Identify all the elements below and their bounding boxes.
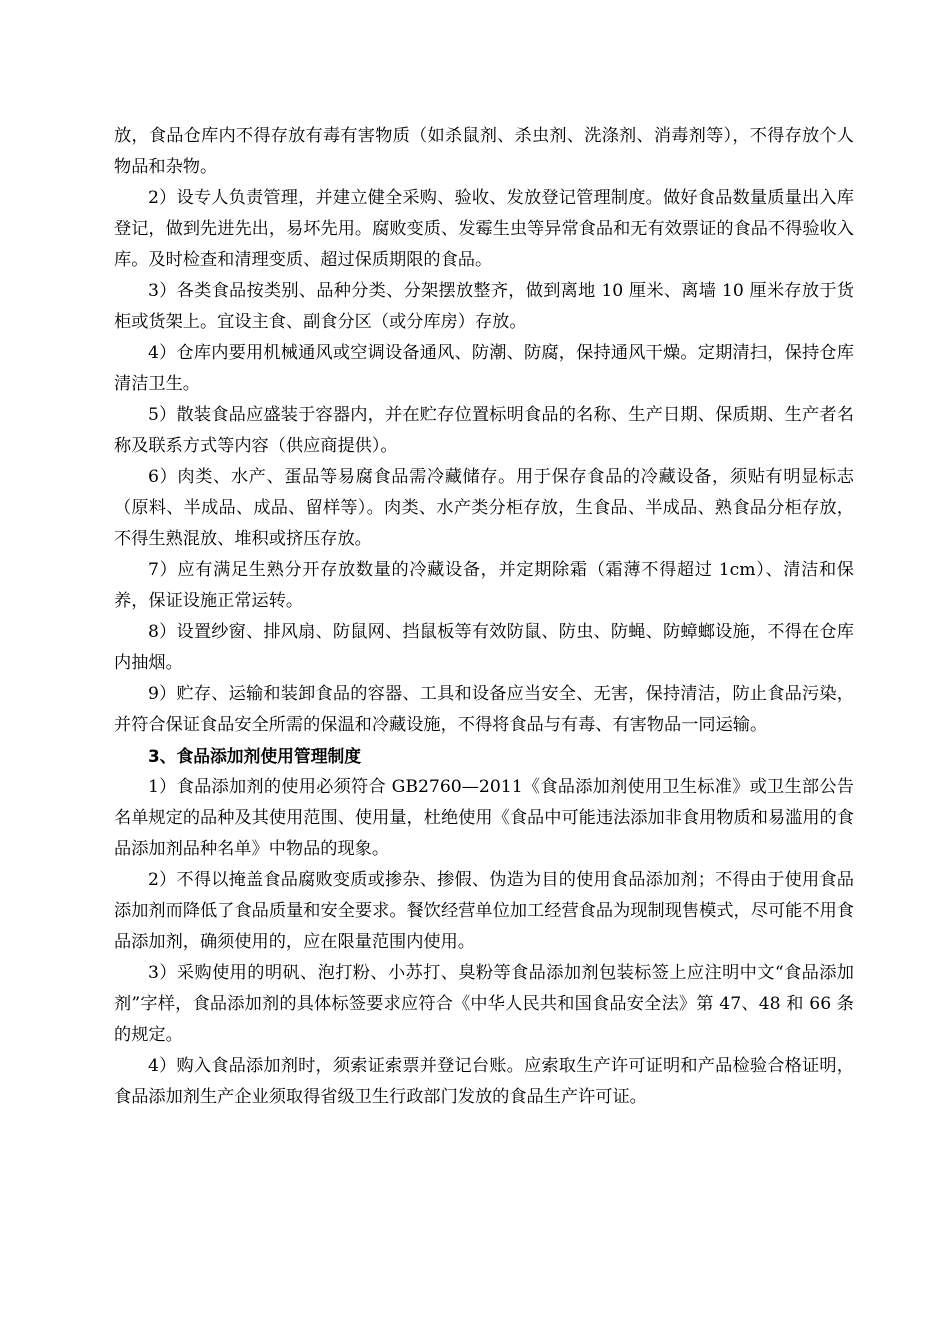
paragraph-additive-3: 3）采购使用的明矾、泡打粉、小苏打、臭粉等食品添加剂包装标签上应注明中文“食品添加剂”字样，食品添加剂的具体标签要求应符合《中华人民共和国食品安全法》第 47、48 和 66 条的规定。 [114,963,854,1045]
paragraph-item-9: 9）贮存、运输和装卸食品的容器、工具和设备应当安全、无害，保持清洁，防止食品污染，并符合保证食品安全所需的保温和冷藏设施，不得将食品与有毒、有害物品一同运输。 [114,684,854,735]
paragraph-item-3: 3）各类食品按类别、品种分类、分架摆放整齐，做到离地 10 厘米、离墙 10 厘米存放于货柜或货架上。宜设主食、副食分区（或分库房）存放。 [114,281,854,332]
paragraph-storage-continuation: 放，食品仓库内不得存放有毒有害物质（如杀鼠剂、杀虫剂、洗涤剂、消毒剂等），不得存放个人物品和杂物。 [114,126,854,177]
paragraph-additive-4: 4）购入食品添加剂时，须索证索票并登记台账。应索取生产许可证明和产品检验合格证明，食品添加剂生产企业须取得省级卫生行政部门发放的食品生产许可证。 [114,1056,854,1107]
paragraph-additive-2: 2）不得以掩盖食品腐败变质或掺杂、掺假、伪造为目的使用食品添加剂；不得由于使用食品添加剂而降低了食品质量和安全要求。餐饮经营单位加工经营食品为现制现售模式，尽可能不用食品添加剂，确须使用的，应在限量范围内使用。 [114,870,854,952]
paragraph-item-8: 8）设置纱窗、排风扇、防鼠网、挡鼠板等有效防鼠、防虫、防蝇、防蟑螂设施，不得在仓库内抽烟。 [114,622,854,673]
paragraph-additive-1: 1）食品添加剂的使用必须符合 GB2760—2011《食品添加剂使用卫生标准》或卫生部公告名单规定的品种及其使用范围、使用量，杜绝使用《食品中可能违法添加非食用物质和易滥用的食品添加剂品种名单》中物品的现象。 [114,777,854,859]
document-page [114,121,854,1113]
paragraph-item-2: 2）设专人负责管理，并建立健全采购、验收、发放登记管理制度。做好食品数量质量出入库登记，做到先进先出，易坏先用。腐败变质、发霉生虫等异常食品和无有效票证的食品不得验收入库。及时检查和清理变质、超过保质期限的食品。 [114,188,854,270]
paragraph-item-6: 6）肉类、水产、蛋品等易腐食品需冷藏储存。用于保存食品的冷藏设备，须贴有明显标志（原料、半成品、成品、留样等）。肉类、水产类分柜存放，生食品、半成品、熟食品分柜存放，不得生熟混放、堆积或挤压存放。 [114,467,854,549]
paragraph-item-5: 5）散装食品应盛装于容器内，并在贮存位置标明食品的名称、生产日期、保质期、生产者名称及联系方式等内容（供应商提供）。 [114,405,854,456]
paragraph-item-4: 4）仓库内要用机械通风或空调设备通风、防潮、防腐，保持通风干燥。定期清扫，保持仓库清洁卫生。 [114,343,854,394]
paragraph-item-7: 7）应有满足生熟分开存放数量的冷藏设备，并定期除霜（霜薄不得超过 1cm）、清洁和保养，保证设施正常运转。 [114,560,854,611]
section-heading-additives: 3、食品添加剂使用管理制度 [148,746,362,766]
